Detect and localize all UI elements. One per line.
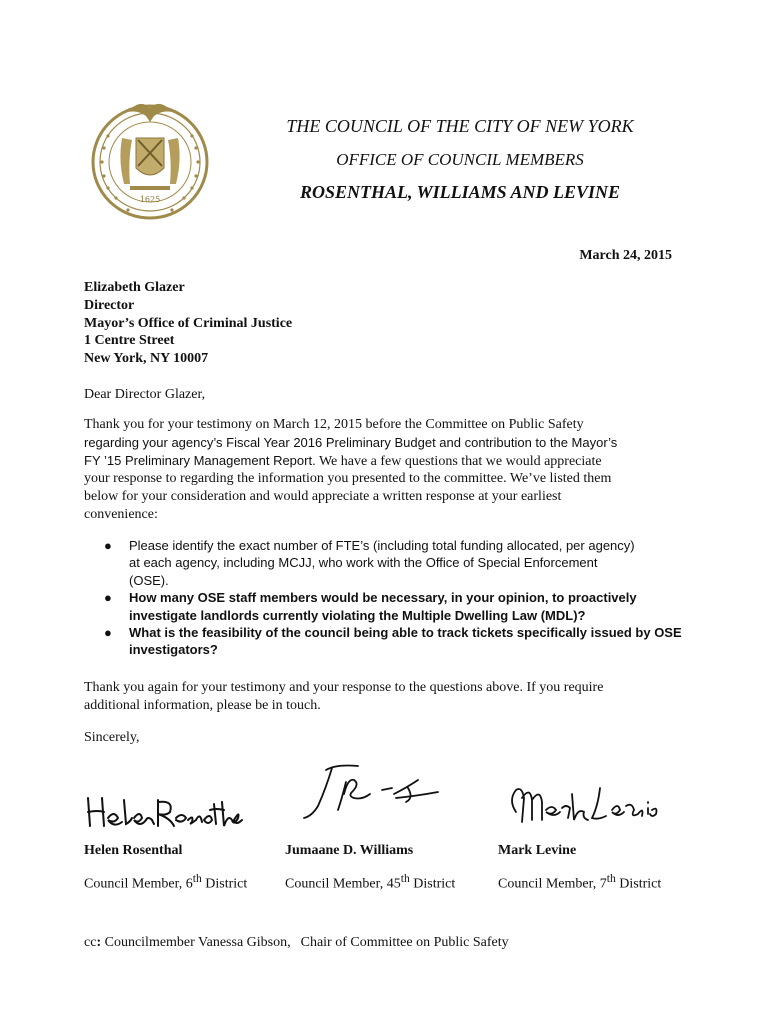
signer-role-sup: th: [606, 872, 616, 885]
body-line: your response to regarding the information you presented to the committee. We’ve listed them: [84, 471, 612, 487]
closing-line: Thank you again for your testimony and your response to the questions above. If you require: [84, 680, 604, 695]
cc-line: [84, 935, 509, 951]
bullet-icon: ●: [104, 625, 112, 641]
body-line: below for your consideration and would appreciate a written response at your earliest: [84, 489, 562, 505]
signer-name: Mark Levine: [498, 843, 577, 858]
recipient-address: [84, 279, 292, 368]
question-line: How many OSE staff members would be necessary, in your opinion, to proactively: [129, 590, 637, 606]
body-line-part: FY ’15 Preliminary Management Report.: [84, 452, 316, 468]
letterhead-members: ROSENTHAL, WILLIAMS AND LEVINE: [299, 182, 621, 202]
signer-role-text: District: [201, 876, 248, 892]
cc-colon: :: [96, 935, 102, 950]
question-line: at each agency, including MCJJ, who work with the Office of Special Enforcement: [129, 555, 598, 571]
recipient-city: New York, NY 10007: [84, 351, 209, 367]
signer-role-text: Council Member, 6: [84, 876, 193, 892]
question-line: Please identify the exact number of FTE’s (including total funding allocated, per agency): [129, 538, 635, 553]
signer-role: [84, 872, 247, 893]
signer-role-text: District: [409, 876, 456, 892]
signer-role: [498, 872, 661, 893]
questions-list: [104, 537, 684, 659]
body-line: convenience:: [84, 506, 158, 522]
body-paragraph: [84, 416, 684, 524]
sign-off: Sincerely,: [84, 730, 140, 745]
signer-name: Helen Rosenthal: [84, 843, 183, 858]
question-item: [104, 589, 684, 624]
question-line: investigate landlords currently violating the Multiple Dwelling Law (MDL)?: [129, 607, 586, 623]
question-line: What is the feasibility of the council being able to track tickets specifically issued by OSE: [129, 625, 682, 641]
body-line-part: We have a few questions that we would appreciate: [315, 453, 602, 469]
seal-year: 1625: [139, 195, 161, 204]
signer-role: [285, 872, 455, 893]
cc-role: Chair of Committee on Public Safety: [300, 935, 509, 950]
letterhead-office: OFFICE OF COUNCIL MEMBERS: [336, 150, 584, 169]
bullet-icon: ●: [104, 538, 112, 553]
closing-line: additional information, please be in touch.: [84, 697, 321, 713]
signer-role-text: Council Member, 45: [285, 876, 401, 892]
signature-helen-rosenthal: [84, 790, 244, 834]
body-line: Thank you for your testimony on March 12, 2015 before the Committee on Public Safety: [84, 417, 584, 432]
question-line: (OSE).: [129, 572, 169, 588]
signature-jumaane-williams: [296, 758, 446, 828]
cc-label: cc: [84, 935, 97, 950]
letterhead-title: THE COUNCIL OF THE CITY OF NEW YORK: [286, 116, 634, 136]
signer-role-text: District: [615, 876, 662, 892]
recipient-title: Director: [84, 297, 135, 313]
cc-recipient: Councilmember Vanessa Gibson,: [101, 935, 291, 950]
question-item: [104, 537, 684, 589]
closing-paragraph: [84, 679, 684, 715]
recipient-office: Mayor’s Office of Criminal Justice: [84, 315, 293, 331]
signer-name: Jumaane D. Williams: [285, 843, 414, 858]
question-item: [104, 624, 684, 659]
signer-role-sup: th: [400, 872, 410, 885]
recipient-street: 1 Centre Street: [84, 333, 175, 349]
city-seal-logo: [88, 90, 212, 222]
question-line: investigators?: [129, 642, 218, 658]
body-line: [84, 452, 684, 471]
greeting: Dear Director Glazer,: [84, 387, 206, 402]
letter-date: March 24, 2015: [579, 248, 672, 263]
bullet-icon: ●: [104, 590, 112, 606]
signature-mark-levine: [502, 780, 662, 830]
signer-role-sup: th: [192, 872, 202, 885]
recipient-name: Elizabeth Glazer: [84, 280, 185, 295]
body-line: regarding your agency’s Fiscal Year 2016 Preliminary Budget and contribution to the Mayor’s: [84, 434, 618, 450]
signer-role-text: Council Member, 7: [498, 876, 607, 892]
